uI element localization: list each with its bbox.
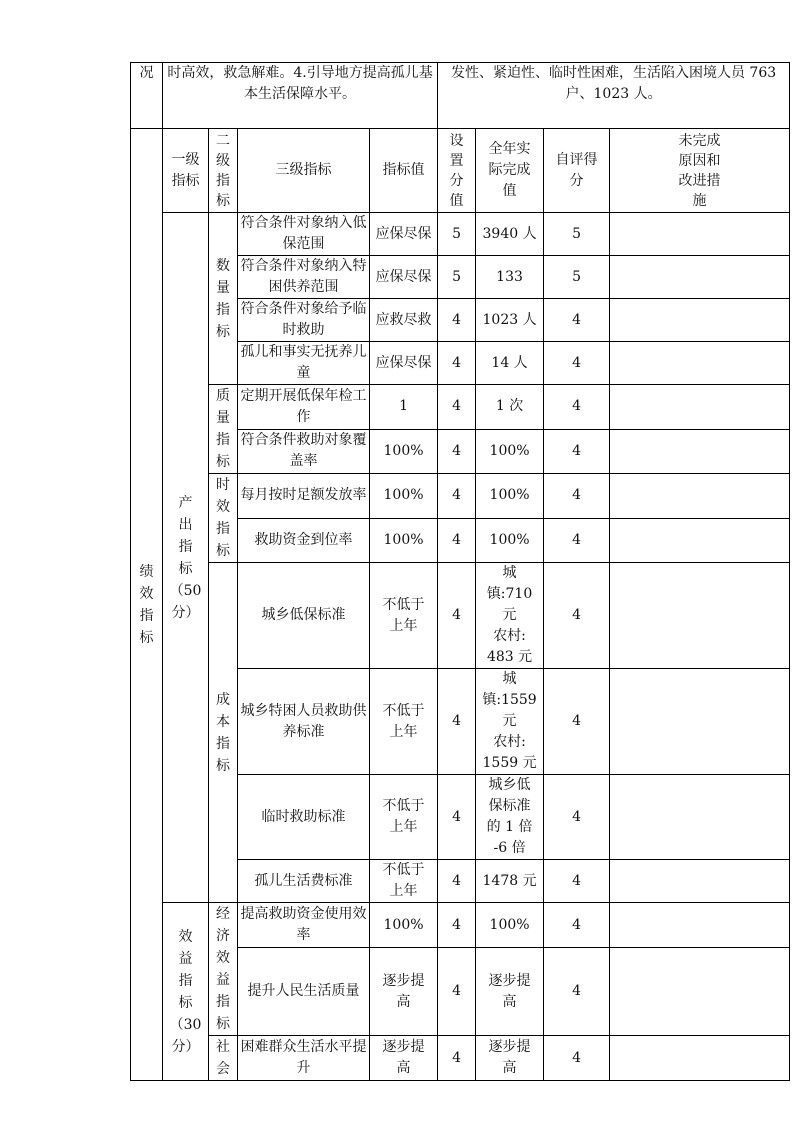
- indicator-actual: 100%: [476, 474, 544, 519]
- indicator-name: 孤儿生活费标准: [238, 860, 370, 903]
- indicator-weight: 4: [438, 518, 476, 563]
- subgroup-quantity: 数 量 指 标: [209, 213, 238, 385]
- table-row: [131, 474, 790, 519]
- performance-table: [130, 62, 790, 1081]
- indicator-reason: [610, 669, 790, 775]
- indicator-weight: 4: [438, 775, 476, 860]
- indicator-name: 符合条件对象纳入特困供养范围: [238, 256, 370, 299]
- indicator-name: 救助资金到位率: [238, 518, 370, 563]
- indicator-score: 4: [544, 775, 610, 860]
- indicator-reason: [610, 518, 790, 563]
- indicator-name: 困难群众生活水平提升: [238, 1036, 370, 1081]
- indicator-actual: 100%: [476, 429, 544, 474]
- result-text: 发性、紧迫性、临时性困难，生活陷入困境人员 763 户、1023 人。: [438, 63, 790, 129]
- indicator-weight: 4: [438, 860, 476, 903]
- header-level3: 三级指标: [238, 129, 370, 213]
- indicator-reason: [610, 1036, 790, 1081]
- subgroup-social: 社 会: [209, 1036, 238, 1081]
- indicator-reason: [610, 948, 790, 1036]
- indicator-name: 孤儿和事实无抚养儿童: [238, 342, 370, 385]
- indicator-reason: [610, 474, 790, 519]
- indicator-actual: 城乡低 保标准 的 1 倍 -6 倍: [476, 775, 544, 860]
- top-row: [131, 63, 790, 129]
- header-reason: 未完成 原因和 改进措 施: [610, 129, 790, 213]
- indicator-score: 5: [544, 213, 610, 256]
- indicator-weight: 4: [438, 563, 476, 669]
- indicator-target: 1: [370, 385, 438, 430]
- indicator-weight: 4: [438, 474, 476, 519]
- indicator-actual: 133: [476, 256, 544, 299]
- indicator-name: 城乡特困人员救助供养标准: [238, 669, 370, 775]
- indicator-target: 应保尽保: [370, 213, 438, 256]
- category-label: 绩 效 指 标: [131, 129, 163, 1081]
- indicator-weight: 5: [438, 213, 476, 256]
- header-level2: 二 级 指 标: [209, 129, 238, 213]
- indicator-weight: 4: [438, 903, 476, 948]
- indicator-weight: 4: [438, 948, 476, 1036]
- indicator-actual: 逐步提 高: [476, 948, 544, 1036]
- indicator-weight: 4: [438, 429, 476, 474]
- section-label: 况: [131, 63, 163, 129]
- indicator-target: 100%: [370, 518, 438, 563]
- indicator-reason: [610, 563, 790, 669]
- indicator-reason: [610, 299, 790, 342]
- indicator-actual: 100%: [476, 903, 544, 948]
- indicator-reason: [610, 385, 790, 430]
- indicator-name: 符合条件对象给予临时救助: [238, 299, 370, 342]
- subgroup-cost: 成 本 指 标: [209, 563, 238, 903]
- indicator-target: 不低于 上年: [370, 775, 438, 860]
- indicator-weight: 4: [438, 1036, 476, 1081]
- indicator-target: 不低于 上年: [370, 669, 438, 775]
- indicator-reason: [610, 903, 790, 948]
- indicator-score: 4: [544, 903, 610, 948]
- header-score: 自评得 分: [544, 129, 610, 213]
- indicator-score: 4: [544, 860, 610, 903]
- indicator-name: 定期开展低保年检工作: [238, 385, 370, 430]
- indicator-target: 不低于 上年: [370, 860, 438, 903]
- indicator-target: 应保尽保: [370, 342, 438, 385]
- indicator-name: 符合条件救助对象覆盖率: [238, 429, 370, 474]
- indicator-target: 应救尽救: [370, 299, 438, 342]
- indicator-reason: [610, 213, 790, 256]
- indicator-name: 提升人民生活质量: [238, 948, 370, 1036]
- table-row: [131, 385, 790, 430]
- indicator-actual: 城 镇:1559 元 农村: 1559 元: [476, 669, 544, 775]
- table-row: [131, 213, 790, 256]
- indicator-score: 4: [544, 385, 610, 430]
- group-output: 产 出 指 标 （50 分）: [163, 213, 209, 903]
- indicator-name: 临时救助标准: [238, 775, 370, 860]
- subgroup-quality: 质 量 指 标: [209, 385, 238, 474]
- indicator-reason: [610, 860, 790, 903]
- indicator-reason: [610, 429, 790, 474]
- indicator-score: 4: [544, 342, 610, 385]
- indicator-score: 4: [544, 948, 610, 1036]
- indicator-reason: [610, 342, 790, 385]
- indicator-target: 100%: [370, 429, 438, 474]
- indicator-weight: 4: [438, 669, 476, 775]
- indicator-actual: 3940 人: [476, 213, 544, 256]
- indicator-reason: [610, 775, 790, 860]
- header-actual: 全年实 际完成 值: [476, 129, 544, 213]
- indicator-score: 4: [544, 299, 610, 342]
- indicator-actual: 城 镇:710 元 农村: 483 元: [476, 563, 544, 669]
- header-row: [131, 129, 790, 213]
- group-benefit: 效 益 指 标 （30 分）: [163, 903, 209, 1081]
- indicator-target: 100%: [370, 903, 438, 948]
- indicator-score: 4: [544, 518, 610, 563]
- indicator-actual: 1023 人: [476, 299, 544, 342]
- goal-text: 时高效，救急解难。4.引导地方提高孤儿基本生活保障水平。: [163, 63, 438, 129]
- table-row: [131, 903, 790, 948]
- indicator-score: 5: [544, 256, 610, 299]
- indicator-weight: 4: [438, 385, 476, 430]
- indicator-target: 应保尽保: [370, 256, 438, 299]
- indicator-name: 提高救助资金使用效率: [238, 903, 370, 948]
- indicator-actual: 100%: [476, 518, 544, 563]
- header-target: 指标值: [370, 129, 438, 213]
- subgroup-timeliness: 时 效 指 标: [209, 474, 238, 563]
- table-row: [131, 563, 790, 669]
- indicator-name: 符合条件对象纳入低保范围: [238, 213, 370, 256]
- indicator-score: 4: [544, 563, 610, 669]
- indicator-target: 不低于 上年: [370, 563, 438, 669]
- subgroup-economic: 经 济 效 益 指 标: [209, 903, 238, 1036]
- indicator-weight: 5: [438, 256, 476, 299]
- indicator-score: 4: [544, 1036, 610, 1081]
- indicator-reason: [610, 256, 790, 299]
- indicator-score: 4: [544, 474, 610, 519]
- indicator-name: 每月按时足额发放率: [238, 474, 370, 519]
- indicator-score: 4: [544, 429, 610, 474]
- indicator-target: 100%: [370, 474, 438, 519]
- indicator-actual: 14 人: [476, 342, 544, 385]
- indicator-name: 城乡低保标准: [238, 563, 370, 669]
- indicator-weight: 4: [438, 342, 476, 385]
- indicator-score: 4: [544, 669, 610, 775]
- indicator-target: 逐步提 高: [370, 1036, 438, 1081]
- indicator-weight: 4: [438, 299, 476, 342]
- indicator-actual: 1 次: [476, 385, 544, 430]
- indicator-actual: 逐步提 高: [476, 1036, 544, 1081]
- header-level1: 一级 指标: [163, 129, 209, 213]
- indicator-actual: 1478 元: [476, 860, 544, 903]
- indicator-target: 逐步提 高: [370, 948, 438, 1036]
- table-row: [131, 1036, 790, 1081]
- header-weight: 设 置 分 值: [438, 129, 476, 213]
